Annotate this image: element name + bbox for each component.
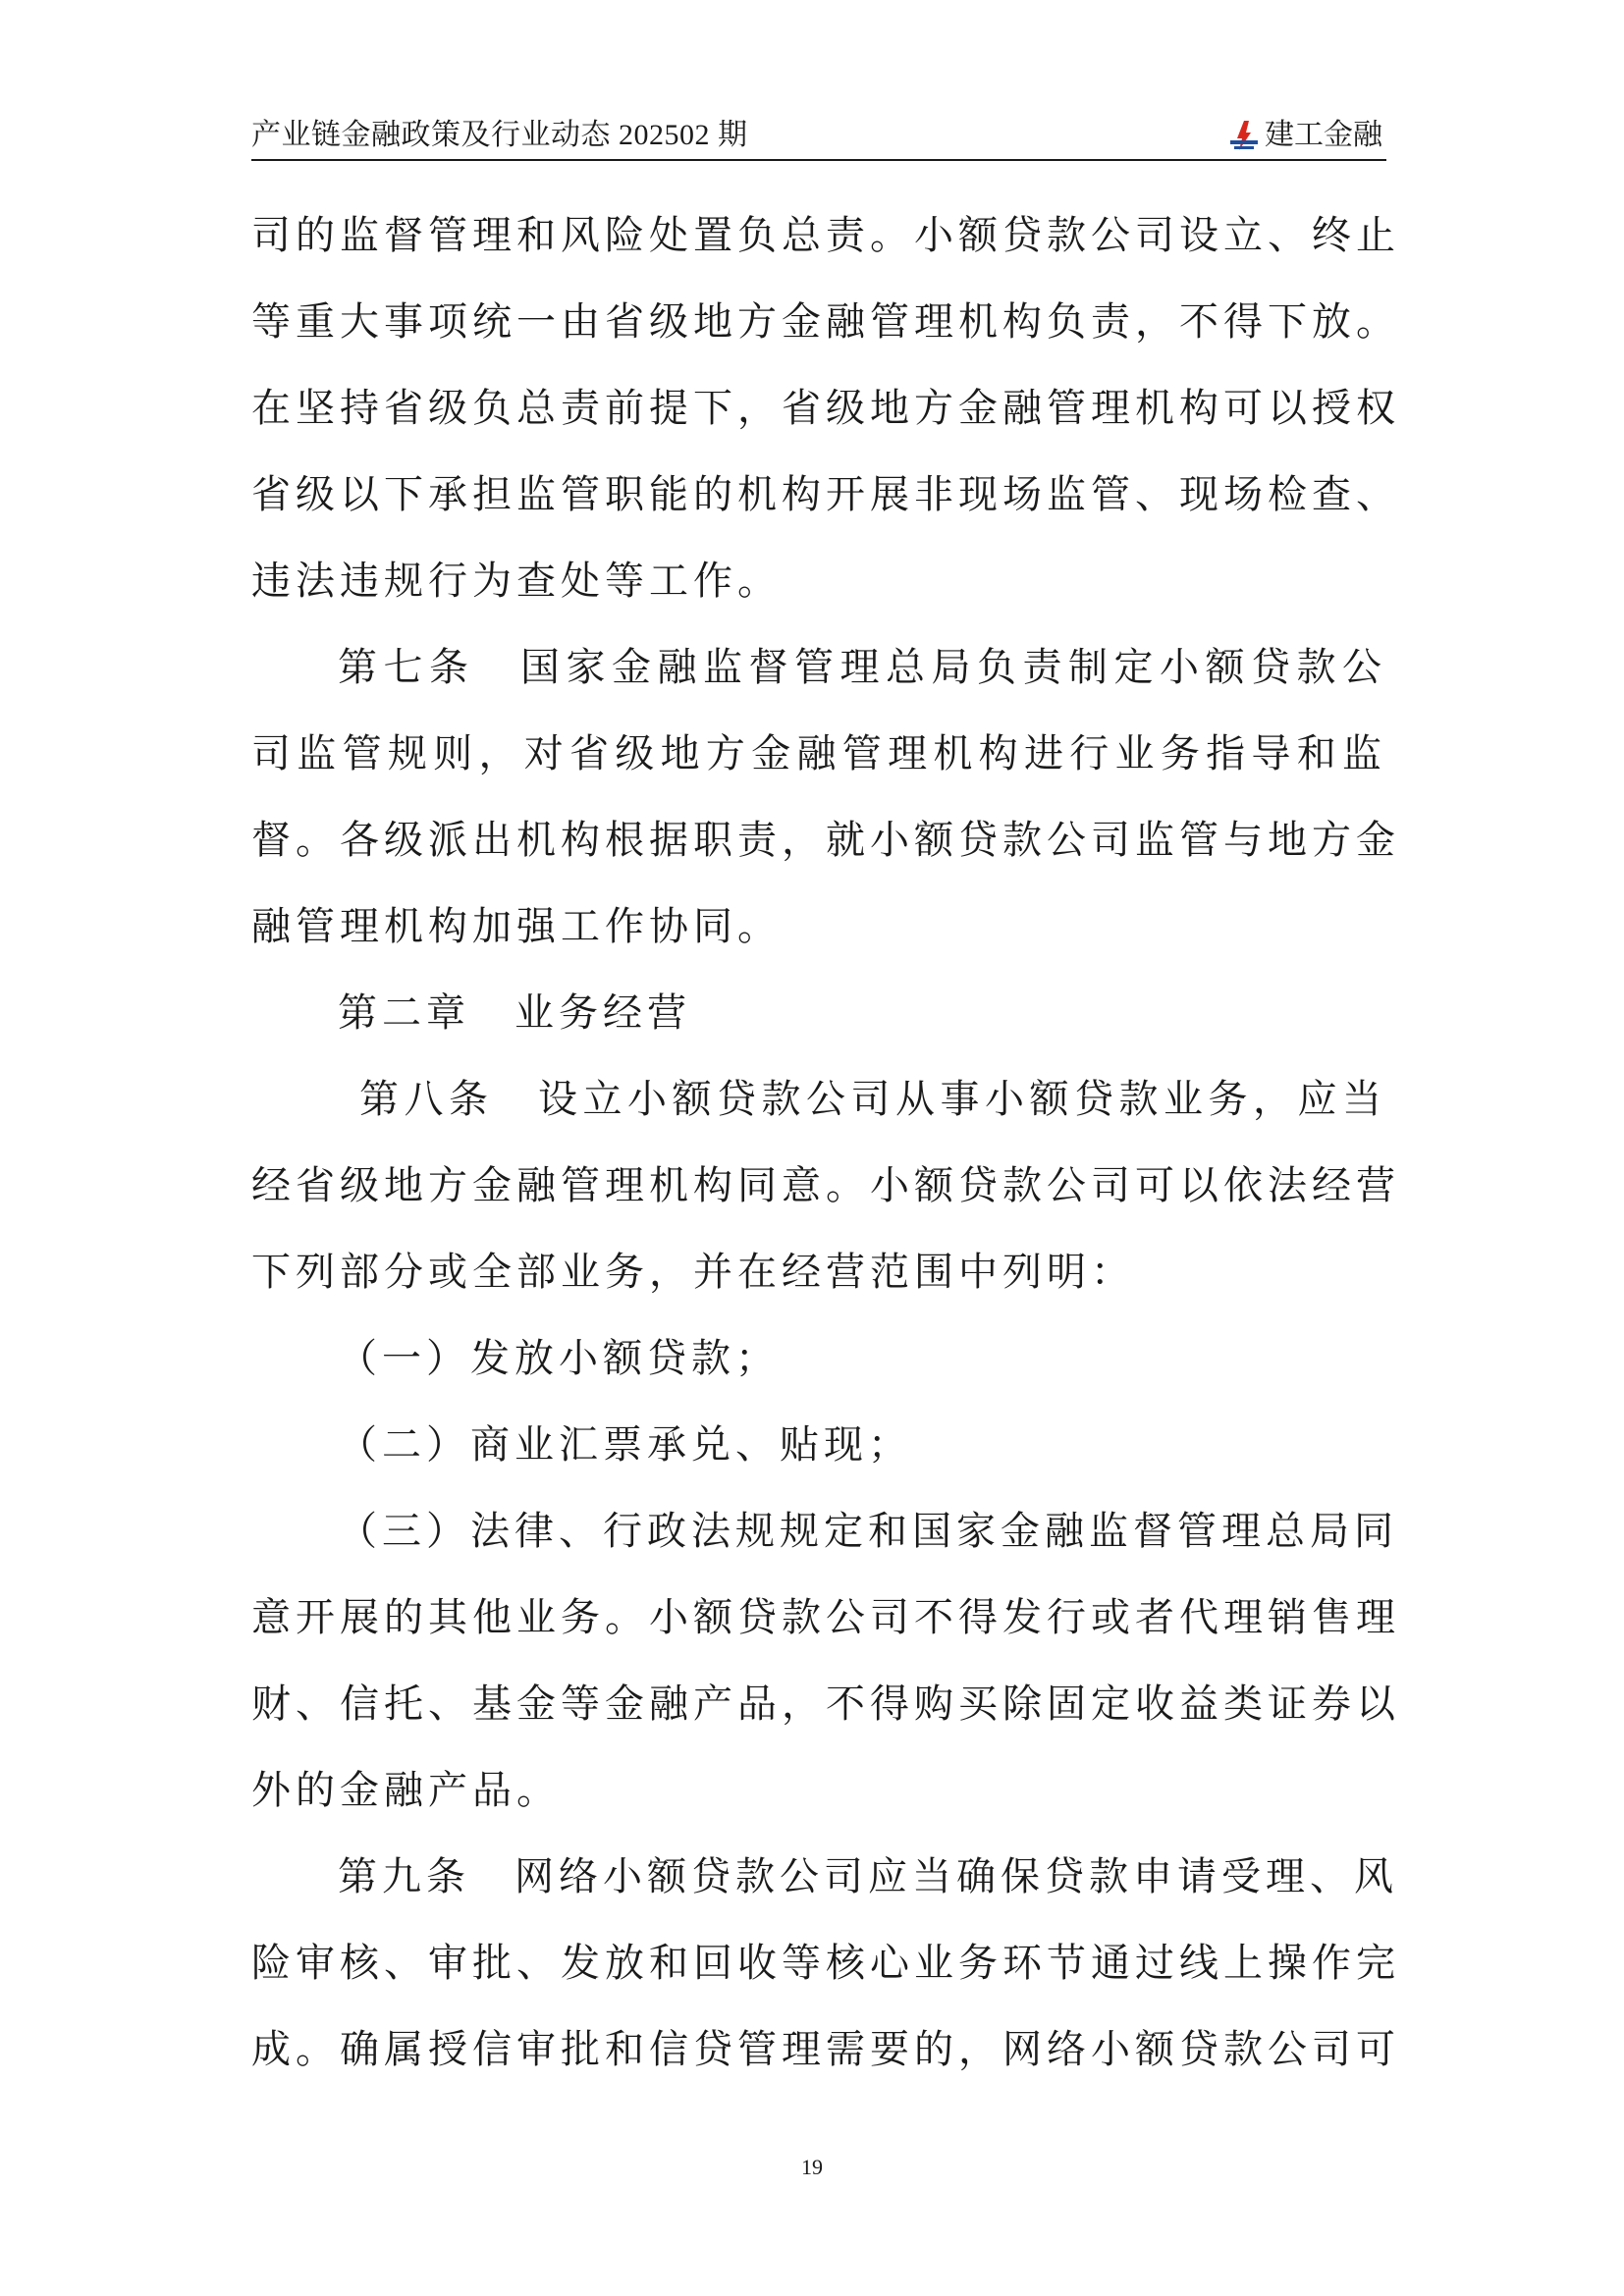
header-brand (1227, 118, 1382, 153)
text-line: 第八条 设立小额贷款公司从事小额贷款业务，应当 (359, 1077, 1386, 1122)
article-8 (251, 1056, 1400, 1315)
text-line: （三）法律、行政法规规定和国家金融监督管理总局同 (338, 1509, 1398, 1554)
text-line: 省级以下承担监管职能的机构开展非现场监管、现场检查、 (251, 472, 1400, 517)
text-line: 险审核、审批、发放和回收等核心业务环节通过线上操作完 (251, 1941, 1400, 1986)
text-line: 下列部分或全部业务，并在经营范围中列明： (251, 1250, 1135, 1295)
text-line: 司监管规则，对省级地方金融管理机构进行业务指导和监 (251, 731, 1386, 776)
text-line: （一）发放小额贷款； (338, 1336, 780, 1381)
article-9 (251, 1834, 1400, 2093)
text-line: 融管理机构加强工作协同。 (251, 904, 782, 949)
list-item (251, 1488, 1400, 1834)
text-line: 司的监督管理和风险处置负总责。小额贷款公司设立、终止 (251, 213, 1400, 258)
text-line: 等重大事项统一由省级地方金融管理机构负责，不得下放。 (251, 299, 1400, 345)
article-7 (251, 624, 1400, 970)
page-header (251, 108, 1386, 161)
list-item (251, 1402, 1386, 1488)
text-line: 违法违规行为查处等工作。 (251, 559, 782, 604)
brand-name: 建工金融 (1265, 119, 1382, 151)
document-body (251, 192, 1400, 2093)
page-number: 19 (801, 2155, 823, 2179)
text-line: 督。各级派出机构根据职责，就小额贷款公司监管与地方金 (251, 818, 1400, 863)
chapter-heading (251, 970, 1386, 1056)
text-line: 第七条 国家金融监督管理总局负责制定小额贷款公 (338, 645, 1386, 690)
header-title: 产业链金融政策及行业动态 202502 期 (251, 119, 748, 151)
text-line: 意开展的其他业务。小额贷款公司不得发行或者代理销售理 (251, 1595, 1400, 1640)
list-item (251, 1315, 1386, 1402)
text-line: 财、信托、基金等金融产品，不得购买除固定收益类证券以 (251, 1682, 1400, 1727)
text-line: （二）商业汇票承兑、贴现； (338, 1422, 912, 1468)
paragraph (251, 192, 1400, 624)
text-line: 第二章 业务经营 (338, 990, 691, 1036)
text-line: 第九条 网络小额贷款公司应当确保贷款申请受理、风 (338, 1854, 1398, 1899)
company-logo-icon (1227, 119, 1261, 152)
text-line: 经省级地方金融管理机构同意。小额贷款公司可以依法经营 (251, 1163, 1400, 1208)
text-line: 成。确属授信审批和信贷管理需要的，网络小额贷款公司可 (251, 2027, 1400, 2072)
text-line: 外的金融产品。 (251, 1768, 561, 1813)
text-line: 在坚持省级负总责前提下，省级地方金融管理机构可以授权 (251, 386, 1400, 431)
